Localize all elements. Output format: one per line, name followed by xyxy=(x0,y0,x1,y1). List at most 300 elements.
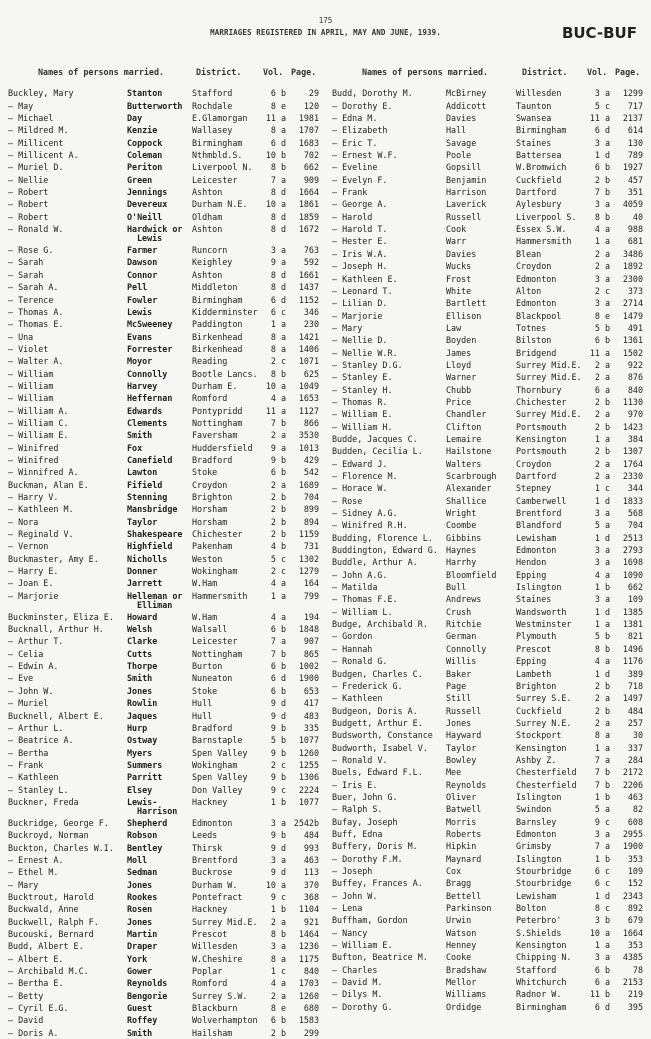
entry-spouse-surname: Bartlett xyxy=(446,298,487,309)
entry-district: Thirsk xyxy=(192,842,223,853)
entry-page: 866 xyxy=(303,417,319,428)
entry-district: Nottingham xyxy=(192,417,243,428)
entry-spouse-surname: Thorpe xyxy=(127,661,158,672)
marriage-entry xyxy=(8,829,320,841)
entry-page: 2224 xyxy=(298,784,319,795)
entry-district: Hackney xyxy=(192,904,228,915)
marriage-entry xyxy=(332,248,644,260)
marriage-entry xyxy=(332,766,644,778)
entry-district: Birmingham xyxy=(516,125,567,136)
marriage-entry xyxy=(332,211,644,223)
entry-volume: 6 b xyxy=(270,661,286,672)
marriage-entry xyxy=(332,112,644,124)
entry-page: 1497 xyxy=(622,693,643,704)
entry-volume: 1 c xyxy=(270,966,286,977)
column-header xyxy=(332,66,644,78)
entry-district: Spen Valley xyxy=(192,772,248,783)
entry-name: — Edward J. xyxy=(332,458,388,469)
entry-spouse-surname: Forrester xyxy=(127,343,173,354)
entry-name: — Edwin A. xyxy=(8,661,59,672)
entry-name: — Stanley E. xyxy=(332,372,393,383)
entry-district: Thornbury xyxy=(516,384,562,395)
entry-name: — Hannah xyxy=(332,643,373,654)
entry-volume: 6 d xyxy=(594,1001,610,1012)
entry-name: — Nellie xyxy=(8,174,49,185)
entry-name: Bucknell, Albert E. xyxy=(8,710,104,721)
marriage-entry xyxy=(332,408,644,420)
entry-volume: 2 a xyxy=(594,261,610,272)
entry-volume: 7 a xyxy=(594,754,610,765)
entry-name: — Violet xyxy=(8,343,49,354)
entry-name: — Robert xyxy=(8,199,49,210)
entry-district: Ashton xyxy=(192,224,223,235)
entry-spouse-surname-continued: Harrison xyxy=(137,805,178,816)
marriage-entry xyxy=(332,581,644,593)
entry-volume: 6 d xyxy=(594,125,610,136)
entry-volume: 4 a xyxy=(270,611,286,622)
entry-spouse-surname: Hurp xyxy=(127,722,148,733)
entry-spouse-surname: Chandler xyxy=(446,409,487,420)
marriage-entry xyxy=(8,771,320,783)
marriage-entry xyxy=(332,458,644,470)
entry-district: Portsmouth xyxy=(516,421,567,432)
entry-volume: 7 b xyxy=(270,417,286,428)
entry-district: W.Bromwich xyxy=(516,162,567,173)
entry-name: Buckmaster, Amy E. xyxy=(8,553,99,564)
entry-district: Westminster xyxy=(516,619,572,630)
marriage-entry xyxy=(8,577,320,589)
entry-spouse-surname: Shallice xyxy=(446,495,487,506)
entry-name: Budgett, Arthur E. xyxy=(332,717,423,728)
entry-spouse-surname: Fox xyxy=(127,442,143,453)
marriage-entry xyxy=(332,692,644,704)
entry-spouse-surname: Bragg xyxy=(446,878,472,889)
entry-spouse-surname: Cutts xyxy=(127,648,153,659)
marriage-entry xyxy=(8,186,320,198)
entry-page: 1661 xyxy=(298,269,319,280)
entry-spouse-surname: Elsey xyxy=(127,784,153,795)
marriage-entry xyxy=(8,565,320,577)
entry-spouse-surname: Farmer xyxy=(127,245,158,256)
entry-volume: 6 b xyxy=(270,467,286,478)
entry-volume: 6 c xyxy=(594,878,610,889)
entry-page: 1502 xyxy=(622,347,643,358)
marriage-entry xyxy=(332,680,644,692)
entry-spouse-surname: Benjamin xyxy=(446,174,487,185)
entry-volume: 2 a xyxy=(594,409,610,420)
entry-volume: 6 d xyxy=(270,137,286,148)
entry-name: Buckton, Charles W.I. xyxy=(8,842,114,853)
entry-district: Totnes xyxy=(516,322,547,333)
entry-spouse-surname: Cooke xyxy=(446,952,472,963)
entry-district: Hammersmith xyxy=(192,590,248,601)
entry-district: Horsham xyxy=(192,516,228,527)
entry-district: Aylesbury xyxy=(516,199,562,210)
marriage-entry xyxy=(332,482,644,494)
entry-page: 1302 xyxy=(298,553,319,564)
marriage-entry xyxy=(8,784,320,796)
entry-spouse-surname: Moll xyxy=(127,854,148,865)
entry-volume: 2 a xyxy=(594,372,610,383)
marriage-entry xyxy=(332,235,644,247)
entry-name: — Elizabeth xyxy=(332,125,388,136)
entry-page: 876 xyxy=(627,372,643,383)
entry-page: 1653 xyxy=(298,393,319,404)
entry-spouse-surname: Henney xyxy=(446,940,477,951)
marriage-entry xyxy=(8,479,320,491)
marriage-entry xyxy=(8,380,320,392)
marriage-entry xyxy=(332,310,644,322)
entry-page: 78 xyxy=(632,964,643,975)
entry-volume: 6 b xyxy=(594,964,610,975)
entry-page: 152 xyxy=(627,878,643,889)
entry-volume: 2 b xyxy=(594,680,610,691)
column-header xyxy=(8,66,320,78)
entry-district: Edmonton xyxy=(516,273,557,284)
entry-district: Ashton xyxy=(192,187,223,198)
entry-name: Budge, Archibald R. xyxy=(332,619,428,630)
entry-page: 344 xyxy=(627,483,643,494)
entry-volume: 1 b xyxy=(594,853,610,864)
entry-name: — Harold T. xyxy=(332,224,388,235)
entry-page: 907 xyxy=(303,636,319,647)
entry-spouse-surname: Scarbrough xyxy=(446,471,497,481)
entry-district: Surrey Mid.E. xyxy=(516,359,582,370)
entry-spouse-surname: Maynard xyxy=(446,853,482,864)
entry-district: Bradford xyxy=(192,722,233,733)
entry-district: Stepney xyxy=(516,483,552,494)
entry-name: — Dilys M. xyxy=(332,989,383,1000)
entry-district: Essex S.W. xyxy=(516,224,567,235)
entry-name: — Kathleen M. xyxy=(8,504,74,515)
entry-page: 3530 xyxy=(298,430,319,441)
entry-spouse-surname: Connor xyxy=(127,269,158,280)
header-names: Names of persons married. xyxy=(362,67,489,77)
entry-volume: 4 a xyxy=(594,569,610,580)
entry-volume: 6 b xyxy=(594,162,610,173)
entry-name: Buels, Edward F.L. xyxy=(332,767,423,778)
entry-page: 1437 xyxy=(298,282,319,293)
entry-page: 1104 xyxy=(298,904,319,915)
entry-volume: 3 a xyxy=(594,199,610,210)
entry-page: 763 xyxy=(303,245,319,256)
entry-page: 1406 xyxy=(298,343,319,354)
marriage-entry xyxy=(8,916,320,928)
entry-spouse-surname: Hardwick or xyxy=(127,224,183,235)
entry-name: — Bertha xyxy=(8,747,49,758)
entry-spouse-surname: Harrhy xyxy=(446,557,477,568)
entry-volume: 7 a xyxy=(594,841,610,852)
entry-name: — Doris A. xyxy=(8,1027,59,1038)
entry-page: 892 xyxy=(627,903,643,914)
entry-volume: 10 b xyxy=(265,150,286,161)
entry-page: 463 xyxy=(627,791,643,802)
entry-spouse-surname: Cook xyxy=(446,224,467,235)
entry-spouse-surname: Donner xyxy=(127,566,158,577)
entry-page: 1927 xyxy=(622,162,643,173)
entry-spouse-surname: Kenzie xyxy=(127,125,158,136)
entry-name: — Thomas R. xyxy=(332,396,388,407)
entry-district: Bootle Lancs. xyxy=(192,368,258,379)
entry-district: Chichester xyxy=(192,529,243,540)
entry-spouse-surname: Wright xyxy=(446,508,477,519)
entry-volume: 3 a xyxy=(594,88,610,99)
entry-volume: 6 c xyxy=(594,866,610,876)
entry-district: Wolverhampton xyxy=(192,1015,258,1026)
entry-district: Kensington xyxy=(516,940,567,951)
entry-volume: 8 d xyxy=(270,187,286,198)
right-column xyxy=(332,66,644,1013)
marriage-entry xyxy=(8,685,320,697)
entry-page: 395 xyxy=(627,1001,643,1012)
entry-spouse-surname: Bengorie xyxy=(127,990,168,1001)
entry-spouse-surname: McSweeney xyxy=(127,319,173,330)
entry-spouse-surname: Jaques xyxy=(127,710,158,721)
entry-volume: 8 d xyxy=(270,224,286,235)
entry-name: — Arthur L. xyxy=(8,722,64,733)
entry-district: Leeds xyxy=(192,830,218,841)
entry-volume: 6 a xyxy=(594,977,610,988)
entry-district: Birmingham xyxy=(192,294,243,305)
entry-page: 219 xyxy=(627,989,643,1000)
entry-spouse-surname: Mansbridge xyxy=(127,504,178,515)
marriage-entry xyxy=(8,149,320,161)
page-title: MARRIAGES REGISTERED IN APRIL, MAY AND JUNE, 1939. xyxy=(210,28,441,37)
entry-volume: 8 b xyxy=(270,368,286,379)
marriage-entry xyxy=(8,491,320,503)
entry-district: Islington xyxy=(516,582,562,593)
marriage-entry xyxy=(332,593,644,605)
entry-spouse-surname: Connolly xyxy=(127,368,168,379)
entry-name: — Marjorie xyxy=(332,310,383,321)
marriage-entry xyxy=(332,939,644,951)
entry-page: 370 xyxy=(303,879,319,890)
entry-spouse-surname: Boyden xyxy=(446,335,477,346)
entry-page: 3486 xyxy=(622,248,643,259)
entry-page: 1013 xyxy=(298,442,319,453)
entry-district: Plymouth xyxy=(516,631,557,642)
entry-volume: 3 a xyxy=(270,245,286,256)
entry-spouse-surname: Moyor xyxy=(127,356,153,367)
entry-name: — Michael xyxy=(8,113,54,124)
entry-page: 894 xyxy=(303,516,319,527)
entry-district: Pakenham xyxy=(192,541,233,552)
entry-spouse-surname: Gower xyxy=(127,966,153,977)
entry-page: 1859 xyxy=(298,211,319,222)
entry-page: 2206 xyxy=(622,779,643,790)
marriage-entry xyxy=(8,759,320,771)
header-page: Page. xyxy=(615,67,641,77)
entry-spouse-surname: Clarke xyxy=(127,636,158,647)
entry-spouse-surname: Summers xyxy=(127,759,163,770)
entry-district: Brighton xyxy=(516,680,557,691)
entry-district: Walsall xyxy=(192,624,228,635)
entry-name: — Winnifred A. xyxy=(8,467,79,478)
entry-volume: 3 a xyxy=(594,545,610,556)
marriage-entry xyxy=(8,990,320,1002)
entry-district: Grimsby xyxy=(516,841,552,852)
entry-spouse-surname: Hailstone xyxy=(446,446,492,457)
entry-district: Hammersmith xyxy=(516,236,572,247)
entry-spouse-surname: Parritt xyxy=(127,772,163,783)
entry-volume: 6 b xyxy=(270,685,286,696)
entry-volume: 8 a xyxy=(270,125,286,136)
entry-page: 1152 xyxy=(298,294,319,305)
marriage-entry xyxy=(8,590,320,611)
entry-spouse-surname: Ritchie xyxy=(446,619,482,630)
entry-name: — Cyril E.G. xyxy=(8,1003,69,1014)
entry-volume: 2 a xyxy=(270,916,286,927)
entry-spouse-surname: Price xyxy=(446,396,472,407)
entry-spouse-surname: Alexander xyxy=(446,483,492,494)
marriage-entry xyxy=(8,174,320,186)
entry-district: Surrey S.E. xyxy=(516,693,572,704)
entry-volume: 8 a xyxy=(270,953,286,964)
entry-name: — Iris W.A. xyxy=(332,248,388,259)
entry-district: Don Valley xyxy=(192,784,243,795)
entry-page: 82 xyxy=(632,804,643,815)
entry-page: 109 xyxy=(627,866,643,876)
entry-name: — William xyxy=(8,380,54,391)
entry-volume: 2 b xyxy=(594,421,610,432)
entry-page: 417 xyxy=(303,698,319,709)
entry-spouse-surname: Taylor xyxy=(127,516,158,527)
entry-volume: 9 d xyxy=(270,842,286,853)
entry-name: — Mary xyxy=(8,879,39,890)
entry-volume: 10 a xyxy=(589,927,610,938)
entry-page: 257 xyxy=(627,717,643,728)
marriage-entry xyxy=(332,717,644,729)
entry-page: 2793 xyxy=(622,545,643,556)
entry-volume: 8 e xyxy=(270,100,286,111)
marriage-entry xyxy=(332,803,644,815)
entry-page: 368 xyxy=(303,891,319,902)
entry-district: Portsmouth xyxy=(516,446,567,457)
entry-district: Durham W. xyxy=(192,879,238,890)
entry-spouse-surname: Jones xyxy=(127,879,153,890)
marriage-entry xyxy=(332,791,644,803)
entry-volume: 1 a xyxy=(270,319,286,330)
marriage-entry xyxy=(332,754,644,766)
entry-district: Taunton xyxy=(516,100,552,111)
entry-volume: 7 b xyxy=(594,767,610,778)
entry-district: Runcorn xyxy=(192,245,228,256)
entry-volume: 3 a xyxy=(594,594,610,605)
entry-volume: 2 c xyxy=(270,356,286,367)
entry-page: 484 xyxy=(303,830,319,841)
entry-page: 4059 xyxy=(622,199,643,210)
entry-spouse-surname: Gopsill xyxy=(446,162,482,173)
entry-name: Buffham, Gordon xyxy=(332,915,408,926)
entry-volume: 5 b xyxy=(270,735,286,746)
entry-page: 2172 xyxy=(622,767,643,778)
entry-name: — William E. xyxy=(332,409,393,420)
entry-volume: 1 d xyxy=(594,150,610,161)
entry-spouse-surname: Williams xyxy=(446,989,487,1000)
entry-page: 194 xyxy=(303,611,319,622)
entry-name: — May xyxy=(8,100,34,111)
entry-spouse-surname: Russell xyxy=(446,705,482,716)
entry-name: Budgeon, Doris A. xyxy=(332,705,418,716)
entry-name: Bucktrout, Harold xyxy=(8,891,94,902)
entry-volume: 5 c xyxy=(270,553,286,564)
entry-volume: 9 c xyxy=(270,891,286,902)
entry-district: Buckrose xyxy=(192,867,233,878)
entry-page: 1002 xyxy=(298,661,319,672)
entry-name: — Betty xyxy=(8,990,44,1001)
entry-spouse-surname: Green xyxy=(127,174,153,185)
entry-volume: 10 a xyxy=(265,199,286,210)
entry-district: Lewisham xyxy=(516,890,557,901)
entry-volume: 4 a xyxy=(270,578,286,589)
entry-page: 731 xyxy=(303,541,319,552)
entry-name: — Muriel xyxy=(8,698,49,709)
entry-name: — Winifred xyxy=(8,442,59,453)
marriage-entry xyxy=(8,87,320,99)
entry-spouse-surname: Russell xyxy=(446,211,482,222)
marriage-entry xyxy=(332,87,644,99)
entry-volume: 7 a xyxy=(270,174,286,185)
entry-spouse-surname: Shakespeare xyxy=(127,529,183,540)
entry-volume: 2 a xyxy=(594,693,610,704)
entry-spouse-surname: Coombe xyxy=(446,520,477,531)
entry-spouse-surname: Coleman xyxy=(127,150,163,161)
entry-page: 1423 xyxy=(622,421,643,432)
marriage-entry xyxy=(332,334,644,346)
entry-name: — Muriel D. xyxy=(8,162,64,173)
entry-spouse-surname: Ostway xyxy=(127,735,158,746)
entry-name: — Marjorie xyxy=(8,590,59,601)
entry-volume: 1 b xyxy=(594,582,610,593)
entry-spouse-surname: Smith xyxy=(127,1027,153,1038)
marriage-entry xyxy=(8,528,320,540)
entry-spouse-surname-continued: Lewis xyxy=(137,233,163,244)
entry-volume: 10 a xyxy=(265,879,286,890)
entry-spouse-surname: Day xyxy=(127,113,143,124)
entry-volume: 1 a xyxy=(594,236,610,247)
entry-page: 463 xyxy=(303,854,319,865)
entry-volume: 2 a xyxy=(594,458,610,469)
entry-spouse-surname: Pell xyxy=(127,282,148,293)
entry-name: — Thomas E. xyxy=(8,319,64,330)
entry-district: Surrey S.W. xyxy=(192,990,248,1001)
marriage-entry xyxy=(8,405,320,417)
marriage-entry xyxy=(8,734,320,746)
entry-spouse-surname: Poole xyxy=(446,150,472,161)
entry-name: — William xyxy=(8,368,54,379)
entry-volume: 6 b xyxy=(594,335,610,346)
entry-spouse-surname: Lemaire xyxy=(446,433,482,444)
entry-volume: 8 d xyxy=(270,282,286,293)
entry-name: — David M. xyxy=(332,977,383,988)
entry-spouse-surname: Walters xyxy=(446,458,482,469)
entry-district: Reading xyxy=(192,356,228,367)
entry-name: Buckroyd, Norman xyxy=(8,830,89,841)
entry-name: — Arthur T. xyxy=(8,636,64,647)
entry-district: Battersea xyxy=(516,150,562,161)
entry-name: — Millicent xyxy=(8,137,64,148)
entry-name: — Kathleen xyxy=(8,772,59,783)
entry-spouse-surname-continued: Elliman xyxy=(137,599,173,610)
entry-name: — Frederick G. xyxy=(332,680,403,691)
entry-name: Budden, Cecilia L. xyxy=(332,446,423,457)
entry-volume: 9 d xyxy=(270,710,286,721)
entry-spouse-surname: Warner xyxy=(446,372,477,383)
marriage-entry xyxy=(8,648,320,660)
marriage-entry xyxy=(8,697,320,709)
entry-volume: 2 a xyxy=(270,479,286,490)
entry-district: Surrey Mid.E. xyxy=(516,409,582,420)
